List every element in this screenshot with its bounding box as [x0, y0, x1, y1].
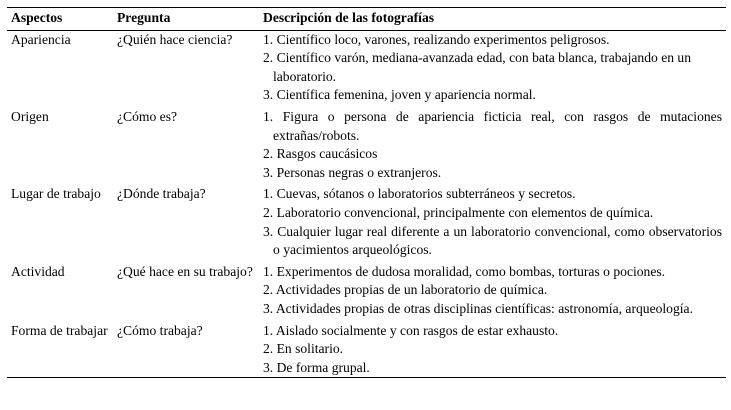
- cell-aspect: Apariencia: [11, 31, 71, 47]
- table-row-origen: [7, 105, 726, 182]
- cell-question: ¿Dónde trabaja?: [117, 186, 206, 202]
- cell-description: [259, 30, 726, 105]
- table-row-actividad: [7, 260, 726, 319]
- description-item: 1. Aislado socialmente y con rasgos de estar exhausto.: [263, 322, 559, 338]
- description-item: 1. Experimentos de dudosa moralidad, como bombas, torturas o pociones.: [263, 263, 666, 279]
- description-item: 2. Rasgos caucásicos: [263, 146, 378, 162]
- description-item: 3. Actividades propias de otras disciplinas científicas: astronomía, arqueología.: [263, 300, 693, 316]
- cell-description: [259, 260, 726, 319]
- description-item: 1. Científico loco, varones, realizando experimentos peligrosos.: [263, 31, 610, 47]
- header-pregunta: Pregunta: [113, 8, 259, 31]
- description-item: 2. Actividades propias de un laboratorio de química.: [263, 282, 548, 298]
- cell-question: ¿Cómo trabaja?: [113, 319, 259, 378]
- description-item: 2. Científico varón, mediana-avanzada edad, con bata blanca, trabajando en un laboratorio.: [263, 50, 692, 84]
- description-item: 2. En solitario.: [263, 341, 344, 357]
- description-item: 1. Cuevas, sótanos o laboratorios subterráneos y secretos.: [263, 186, 576, 202]
- cell-aspect: Origen: [11, 108, 49, 124]
- cell-question: ¿Qué hace en su trabajo?: [117, 263, 253, 279]
- cell-aspect: Lugar de trabajo: [11, 186, 101, 202]
- header-descripcion: Descripción de las fotografías: [259, 8, 726, 31]
- cell-aspect: Forma de trabajar: [7, 319, 113, 378]
- cell-aspect: Actividad: [11, 263, 65, 279]
- header-aspectos: Aspectos: [7, 8, 113, 31]
- cell-description: [259, 105, 726, 182]
- description-item: 3. Científica femenina, joven y apariencia normal.: [263, 87, 536, 103]
- cell-description: [259, 182, 726, 259]
- aspects-table: [7, 7, 726, 378]
- table-row-lugar-de-trabajo: [7, 182, 726, 259]
- description-item: 2. Laboratorio convencional, principalmente con elementos de química.: [263, 204, 654, 220]
- description-item: 3. De forma grupal.: [263, 359, 370, 375]
- table-row-forma-de-trabajar: [7, 319, 726, 378]
- table-header-row: [7, 8, 726, 31]
- cell-question: ¿Quién hace ciencia?: [117, 31, 233, 47]
- cell-question: ¿Cómo es?: [117, 108, 178, 124]
- description-item: 1. Figura o persona de apariencia ficticia real, con rasgos de mutaciones extrañas/robots.: [263, 108, 722, 143]
- description-item: 3. Cualquier lugar real diferente a un laboratorio convencional, como observatorios o yacimientos arqueológicos.: [263, 223, 722, 258]
- table-row-apariencia: [7, 30, 726, 105]
- description-item: 3. Personas negras o extranjeros.: [263, 164, 442, 180]
- cell-description: [259, 319, 726, 378]
